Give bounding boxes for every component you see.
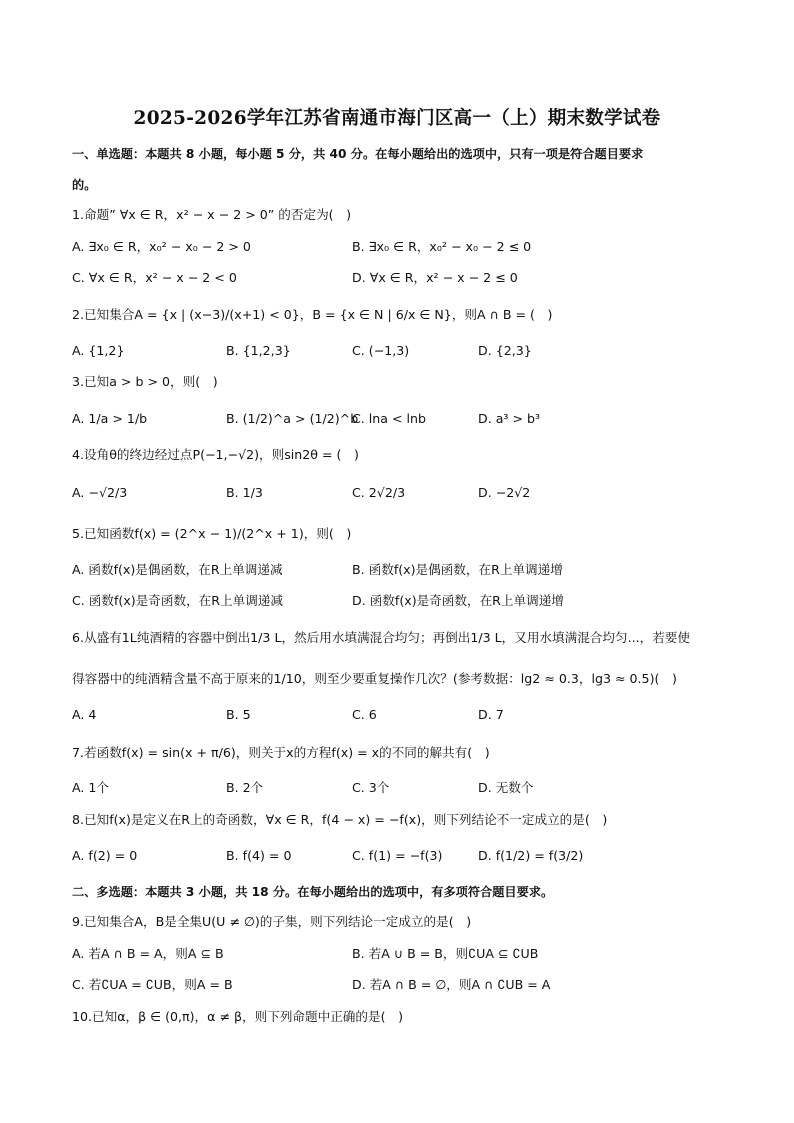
q8-option-d: D. f(1/2) = f(3/2) bbox=[478, 848, 584, 863]
q3-option-c: C. lna < lnb bbox=[352, 411, 427, 426]
q9-option-a: A. 若A ∩ B = A，则A ⊆ B bbox=[72, 946, 224, 961]
q6-option-a: A. 4 bbox=[72, 707, 97, 722]
q2-stem: 2.已知集合A = {x | (x−3)/(x+1) < 0}，B = {x ∈ N | 6/x ∈ N}，则A ∩ B = ( ) bbox=[72, 307, 553, 322]
q4-option-a: A. −√2/3 bbox=[72, 485, 128, 500]
q6-stem-line2: 得容器中的纯酒精含量不高于原来的1/10，则至少要重复操作几次？(参考数据：lg2 ≈ 0.3，lg3 ≈ 0.5)( ) bbox=[72, 671, 677, 686]
q9-stem: 9.已知集合A，B是全集U(U ≠ ∅)的子集，则下列结论一定成立的是( ) bbox=[72, 914, 472, 929]
section-1-header bbox=[72, 145, 643, 163]
q8-option-a: A. f(2) = 0 bbox=[72, 848, 138, 863]
q4-option-c: C. 2√2/3 bbox=[352, 485, 406, 500]
q7-option-a: A. 1个 bbox=[72, 780, 110, 795]
q2-option-c: C. (−1,3) bbox=[352, 343, 410, 358]
section-2-header: 二、多选题：本题共 3 小题，共 18 分。在每小题给出的选项中，有多项符合题目要求。 bbox=[72, 885, 554, 899]
q10-stem: 10.已知α，β ∈ (0,π)，α ≠ β，则下列命题中正确的是( ) bbox=[72, 1009, 403, 1024]
section-1-header-cont bbox=[72, 176, 96, 194]
q2-option-d: D. {2,3} bbox=[478, 343, 532, 358]
q1-option-d: D. ∀x ∈ R，x² − x − 2 ≤ 0 bbox=[352, 270, 518, 285]
q4-stem: 4.设角θ的终边经过点P(−1,−√2)，则sin2θ = ( ) bbox=[72, 447, 359, 462]
q5-option-a: A. 函数f(x)是偶函数，在R上单调递减 bbox=[72, 562, 283, 577]
q5-stem: 5.已知函数f(x) = (2^x − 1)/(2^x + 1)，则( ) bbox=[72, 526, 352, 541]
q6-stem-line1: 6.从盛有1L纯酒精的容器中倒出1/3 L，然后用水填满混合均匀；再倒出1/3 L，又用水填满混合均匀...，若要使 bbox=[72, 630, 690, 645]
q1-stem: 1.命题” ∀x ∈ R，x² − x − 2 > 0” 的否定为( ) bbox=[72, 207, 352, 222]
q2-option-b: B. {1,2,3} bbox=[226, 343, 291, 358]
q7-stem: 7.若函数f(x) = sin(x + π/6)，则关于x的方程f(x) = x的不同的解共有( ) bbox=[72, 745, 490, 760]
q7-option-c: C. 3个 bbox=[352, 780, 390, 795]
q8-option-b: B. f(4) = 0 bbox=[226, 848, 292, 863]
q6-option-d: D. 7 bbox=[478, 707, 504, 722]
q7-option-d: D. 无数个 bbox=[478, 780, 534, 795]
q8-option-c: C. f(1) = −f(3) bbox=[352, 848, 443, 863]
q5-option-d: D. 函数f(x)是奇函数，在R上单调递增 bbox=[352, 593, 564, 608]
q1-option-b: B. ∃x₀ ∈ R，x₀² − x₀ − 2 ≤ 0 bbox=[352, 239, 532, 254]
q3-option-b: B. (1/2)^a > (1/2)^b bbox=[226, 411, 359, 426]
q7-option-b: B. 2个 bbox=[226, 780, 264, 795]
q5-option-b: B. 函数f(x)是偶函数，在R上单调递增 bbox=[352, 562, 563, 577]
page-title: 2025-2026学年江苏省南通市海门区高一（上）期末数学试卷 bbox=[133, 108, 661, 129]
section-1-line2: 的。 bbox=[72, 178, 97, 192]
section-1-line1: 一、单选题：本题共 8 小题，每小题 5 分，共 40 分。在每小题给出的选项中，只有一项是符合题目要求 bbox=[72, 147, 644, 161]
q9-option-b: B. 若A ∪ B = B，则∁UA ⊆ ∁UB bbox=[352, 946, 539, 961]
q1-option-a: A. ∃x₀ ∈ R，x₀² − x₀ − 2 > 0 bbox=[72, 239, 251, 254]
q3-stem: 3.已知a > b > 0，则( ) bbox=[72, 374, 218, 389]
q6-option-b: B. 5 bbox=[226, 707, 251, 722]
q9-option-c: C. 若∁UA = ∁UB，则A = B bbox=[72, 977, 233, 992]
q9-option-d: D. 若A ∩ B = ∅，则A ∩ ∁UB = A bbox=[352, 977, 551, 992]
q4-option-d: D. −2√2 bbox=[478, 485, 531, 500]
q6-option-c: C. 6 bbox=[352, 707, 377, 722]
q8-stem: 8.已知f(x)是定义在R上的奇函数，∀x ∈ R，f(4 − x) = −f(x)，则下列结论不一定成立的是( ) bbox=[72, 812, 608, 827]
q1-option-c: C. ∀x ∈ R，x² − x − 2 < 0 bbox=[72, 270, 237, 285]
q2-option-a: A. {1,2} bbox=[72, 343, 125, 358]
q4-option-b: B. 1/3 bbox=[226, 485, 263, 500]
q3-option-d: D. a³ > b³ bbox=[478, 411, 541, 426]
q3-option-a: A. 1/a > 1/b bbox=[72, 411, 148, 426]
q5-option-c: C. 函数f(x)是奇函数，在R上单调递减 bbox=[72, 593, 283, 608]
